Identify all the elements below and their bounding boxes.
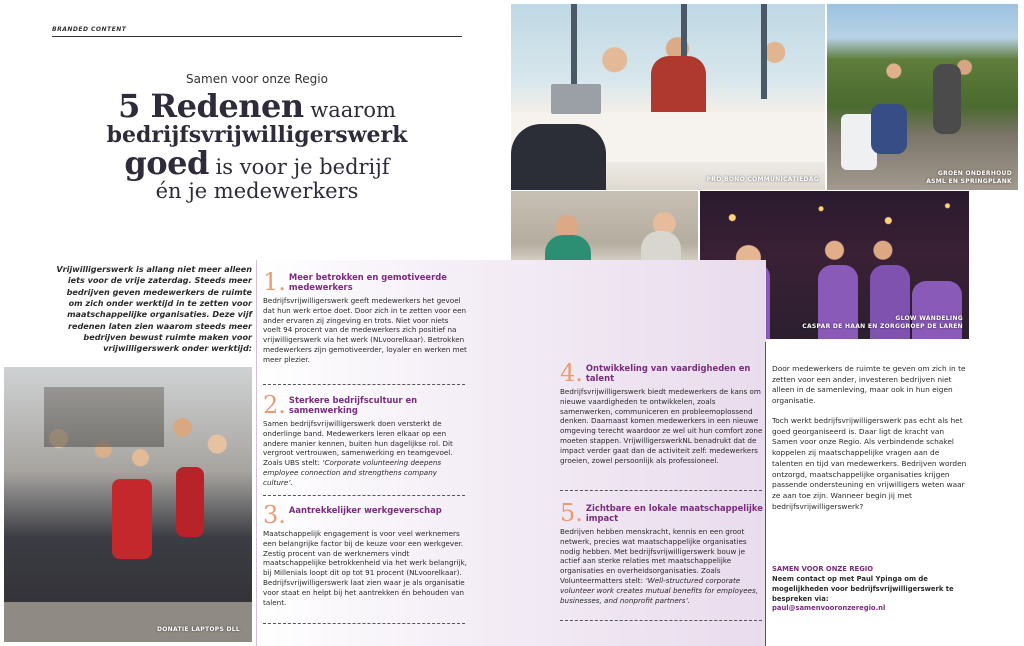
reason-header (560, 499, 765, 527)
closing-text (772, 364, 972, 522)
reason-number: 5. (560, 499, 583, 527)
reason-number: 3. (263, 501, 286, 529)
reason-text: Bedrijven hebben menskracht, kennis en een groot netwerk, precies wat maatschappelijke organisaties nodig hebben. Met bedrijfsvrijwilligerswerk bouw je actief aan sterke relaties met maatschappelijke organisaties en overheidsorganisaties. Zoals Volunteermatters stelt: (560, 526, 747, 586)
section-separator (263, 384, 465, 385)
photo-caption-line: ASML EN SPRINGPLANK (926, 178, 1012, 186)
reason-body: Maatschappelijk engagement is voor veel werknemers een belangrijke factor bij de keuze voor een werkgever. Zestig procent van de werknemers vindt maatschappelijke betrokkenheid via het werk belangrijk, bij Millenials loopt dit op tot 91 procent (NLvoorelkaar). Bedrijfsvrijwilligerswerk laat zien waar je als organisatie voor staat en helpt bij het aantrekken én behouden van talent. (263, 528, 467, 607)
photo-detail (44, 387, 164, 447)
column-divider (765, 342, 766, 646)
reason-1 (263, 268, 468, 365)
photo-detail (933, 64, 961, 134)
reason-title: Sterkere bedrijfscultuur en samenwerking (288, 395, 418, 415)
reason-3 (263, 501, 468, 608)
headline-part: én je medewerkers (155, 179, 359, 204)
section-separator (263, 495, 465, 496)
reason-4 (560, 359, 765, 466)
photo-detail (176, 467, 204, 537)
photo-garden (827, 4, 1018, 190)
reason-title: Aantrekkelijker werkgeverschap (288, 505, 442, 515)
reason-quote: ‘Well-structured corporate volunteer work creates mutual benefits for employees, businesses, and nonprofit partners’. (560, 576, 759, 605)
photo-caption-line: GROEN ONDERHOUD (937, 170, 1012, 178)
reason-number: 2. (263, 391, 286, 419)
headline-emphasis: goed (124, 143, 209, 182)
reason-2 (263, 391, 468, 488)
reason-number: 1. (263, 268, 286, 296)
reason-body: Bedrijfsvrijwilligerswerk geeft medewerkers het gevoel dat hun werk ertoe doet. Door zich in te zetten voor een ander ervaren zij zingeving en trots. Niet voor niets voelt 94 procent van de medewerkers zich positief na vrijwilligerswerk via het werk (NLvoorelkaar). Betrokken medewerkers zijn gemotiveerder, loyaler en werken met meer plezier. (263, 295, 467, 364)
reason-header (263, 501, 468, 529)
reason-body (263, 419, 468, 488)
contact-block (772, 565, 972, 614)
reason-quote: ‘Corporate volunteering deepens employee connection and strengthens company culture’. (263, 458, 442, 487)
reason-title: Ontwikkeling van vaardigheden en talent (585, 363, 751, 383)
reason-title: Meer betrokken en gemotiveerde medewerkers (288, 272, 447, 292)
section-separator (560, 490, 762, 491)
headline-number: 5 Redenen (118, 87, 304, 125)
header-rule (52, 36, 462, 37)
section-separator (560, 620, 762, 621)
headline-part: bedrijfsvrijwilligerswerk (106, 121, 408, 148)
reason-header (560, 359, 765, 387)
photo-laptop-donation (4, 367, 252, 642)
branded-content-label: BRANDED CONTENT (52, 26, 127, 33)
photo-caption-line: CASPAR DE HAAN EN ZORGGROEP DE LAREN (802, 323, 963, 331)
intro-paragraph: Vrijwilligerswerk is allang niet meer alleen iets voor de vrije zaterdag. Steeds meer bedrijven geven medewerkers de ruimte om zich onder werktijd in te zetten voor maatschappelijke organisaties. Deze vijf redenen laten zien waarom steeds meer bedrijven bewust ruimte maken voor vrijwilligerswerk onder werktijd: (56, 264, 252, 354)
contact-heading: SAMEN VOOR ONZE REGIO (772, 565, 874, 573)
column-divider (256, 260, 257, 646)
photo-caption: DONATIE LAPTOPS DLL (157, 626, 240, 634)
photo-detail (761, 4, 767, 99)
closing-paragraph: Toch werkt bedrijfsvrijwilligerswerk pas echt als het goed georganiseerd is. Daar ligt de kracht van Samen voor onze Regio. Als verbindende schakel koppelen zij maatschappelijke vragen aan de talenten en tijd van medewerkers. Bedrijven worden ontzorgd, maatschappelijke organisaties krijgen passende ondersteuning en vrijwilligers weten waar ze aan toe zijn. Wanneer begin jij met bedrijfsvrijwilligerswerk? (772, 415, 967, 511)
photo-caption (802, 315, 963, 331)
reason-header (263, 391, 468, 419)
contact-text: Neem contact op met Paul Ypinga om de mogelijkheden voor bedrijfsvrijwilligerswerk te bespreken via: (772, 574, 954, 603)
photo-detail (112, 479, 152, 559)
section-separator (263, 623, 465, 624)
photo-detail (871, 104, 907, 154)
photo-caption-line: GLOW WANDELING (895, 315, 963, 323)
headline-part: is voor je bedrijf (208, 154, 390, 179)
reason-number: 4. (560, 359, 583, 387)
photo-detail (651, 56, 706, 112)
reason-title: Zichtbare en lokale maatschappelijke impact (585, 503, 763, 523)
photo-detail (551, 84, 601, 114)
photo-meeting (511, 4, 825, 190)
reason-header (263, 268, 468, 296)
photo-detail (4, 602, 252, 642)
reason-5 (560, 499, 765, 606)
photo-caption (926, 170, 1012, 186)
reason-body (560, 527, 765, 606)
photo-caption: PRO BONO COMMUNICATIEDAG (706, 176, 819, 184)
headline-part: waarom (303, 98, 396, 122)
photo-detail (511, 124, 606, 190)
contact-email-link[interactable]: paul@samenvooronzeregio.nl (772, 604, 886, 613)
headline (52, 87, 462, 204)
closing-paragraph: Door medewerkers de ruimte te geven om zich in te zetten voor een ander, investeren bedrijven niet alleen in de samenleving, maar ook in hun eigen organisatie. (772, 364, 966, 406)
reason-body: Bedrijfsvrijwilligerswerk biedt medewerkers de kans om nieuwe vaardigheden te ontwikkelen, zoals samenwerken, communiceren en probleemoplossend denken. Daarnaast komen medewerkers in een nieuwe omgeving terecht waardoor ze wel uit hun comfort zone moeten stappen. VrijwilligerswerkNL benadrukt dat de impact verder gaat dan de activiteit zelf: medewerkers groeien, zowel persoonlijk als professioneel. (560, 386, 763, 465)
reason-text: Samen bedrijfsvrijwilligerswerk doen versterkt de onderlinge band. Medewerkers leren elkaar op een andere manier kennen, buiten hun dagelijkse rol. Dit vergroot vertrouwen, samenwerking en teamgevoel. Zoals UBS stelt: (263, 418, 453, 468)
kicker: Samen voor onze Regio (186, 72, 328, 86)
